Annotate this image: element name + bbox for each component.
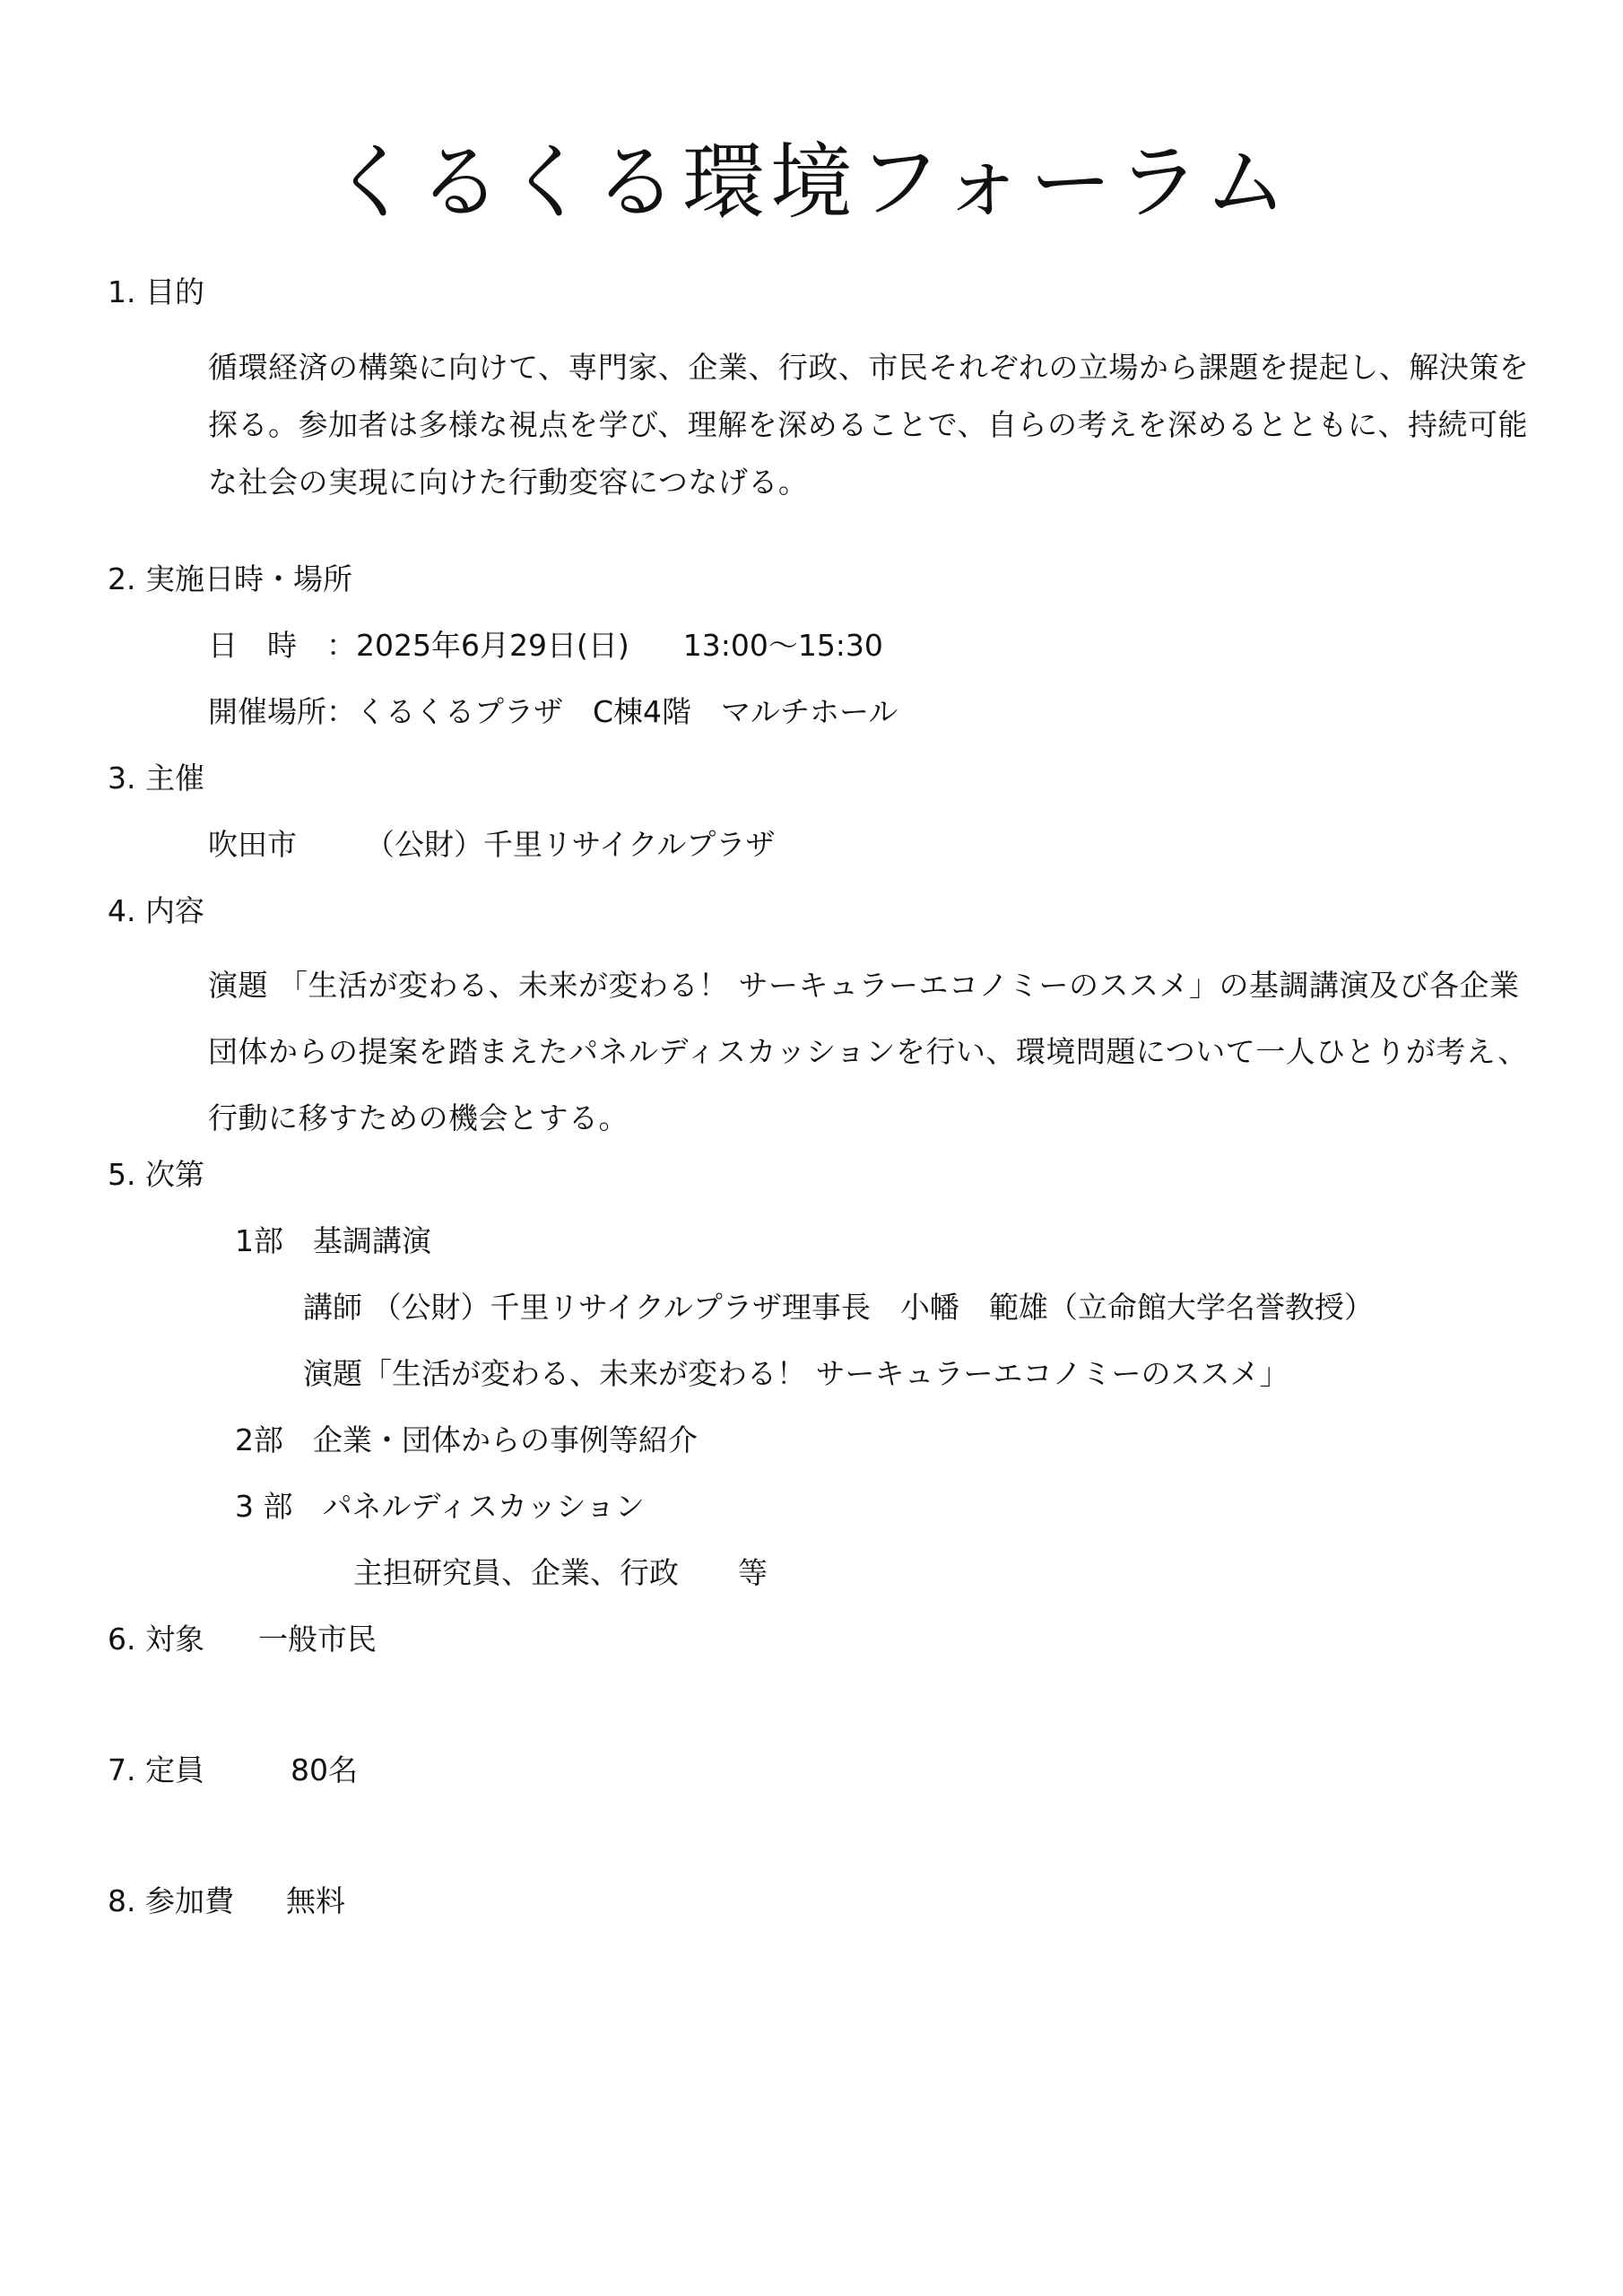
section-heading-program: 5. 次第: [108, 1157, 204, 1192]
venue-value: くるくるプラザ C棟4階 マルチホール: [356, 694, 898, 729]
organizer-row: [208, 827, 775, 863]
time-value: 13:00～15:30: [682, 628, 883, 663]
page-title: くるくる環境フォーラム: [330, 135, 1293, 230]
program-part1: 1部 基調講演: [235, 1223, 431, 1258]
section-heading-purpose: 1. 目的: [108, 274, 204, 309]
target-value: 一般市民: [257, 1622, 377, 1657]
capacity-row: [108, 1752, 358, 1788]
program-part3: 3 部 パネルディスカッション: [235, 1489, 645, 1524]
venue-label: 開催場所：: [208, 694, 356, 729]
fee-row: [108, 1883, 345, 1919]
capacity-value: 80名: [290, 1752, 358, 1787]
section-heading-organizer: 3. 主催: [108, 761, 204, 796]
fee-value: 無料: [285, 1883, 345, 1918]
section-heading-content: 4. 内容: [108, 893, 204, 928]
purpose-body: 循環経済の構築に向けて、専門家、企業、行政、市民それぞれの立場から課題を提起し、解決策を探る。参加者は多様な視点を学び、理解を深めることで、自らの考えを深めるとともに、持続可能な社会の実現に向けた行動変容につなげる。: [208, 350, 1530, 500]
section-heading-capacity: 7. 定員: [108, 1752, 204, 1787]
date-label: 日 時 ：: [208, 628, 356, 663]
datetime-row: [208, 628, 883, 664]
section-heading-fee: 8. 参加費: [108, 1883, 234, 1918]
venue-row: [208, 694, 898, 730]
date-value: 2025年6月29日(日): [356, 628, 629, 663]
organizer-foundation: （公財）千里リサイクルプラザ: [365, 827, 776, 862]
program-topic: 演題「生活が変わる、未来が変わる！ サーキュラーエコノミーのススメ」: [303, 1356, 1289, 1391]
organizer-city: 吹田市: [208, 827, 297, 862]
target-row: [108, 1622, 377, 1657]
section-heading-target: 6. 対象: [108, 1622, 204, 1657]
content-body: 演題 「生活が変わる、未来が変わる！ サーキュラーエコノミーのススメ」の基調講演及び各企業団体からの提案を踏まえたパネルディスカッションを行い、環境問題について一人ひとりが考え、行動に移すための機会とする。: [208, 968, 1528, 1135]
section-heading-datetime: 2. 実施日時・場所: [108, 561, 352, 596]
program-part2: 2部 企業・団体からの事例等紹介: [235, 1422, 698, 1457]
program-speaker: 講師 （公財）千里リサイクルプラザ理事長 小幡 範雄（立命館大学名誉教授）: [303, 1290, 1374, 1325]
program-panelists: 主担研究員、企業、行政 等: [353, 1555, 768, 1590]
